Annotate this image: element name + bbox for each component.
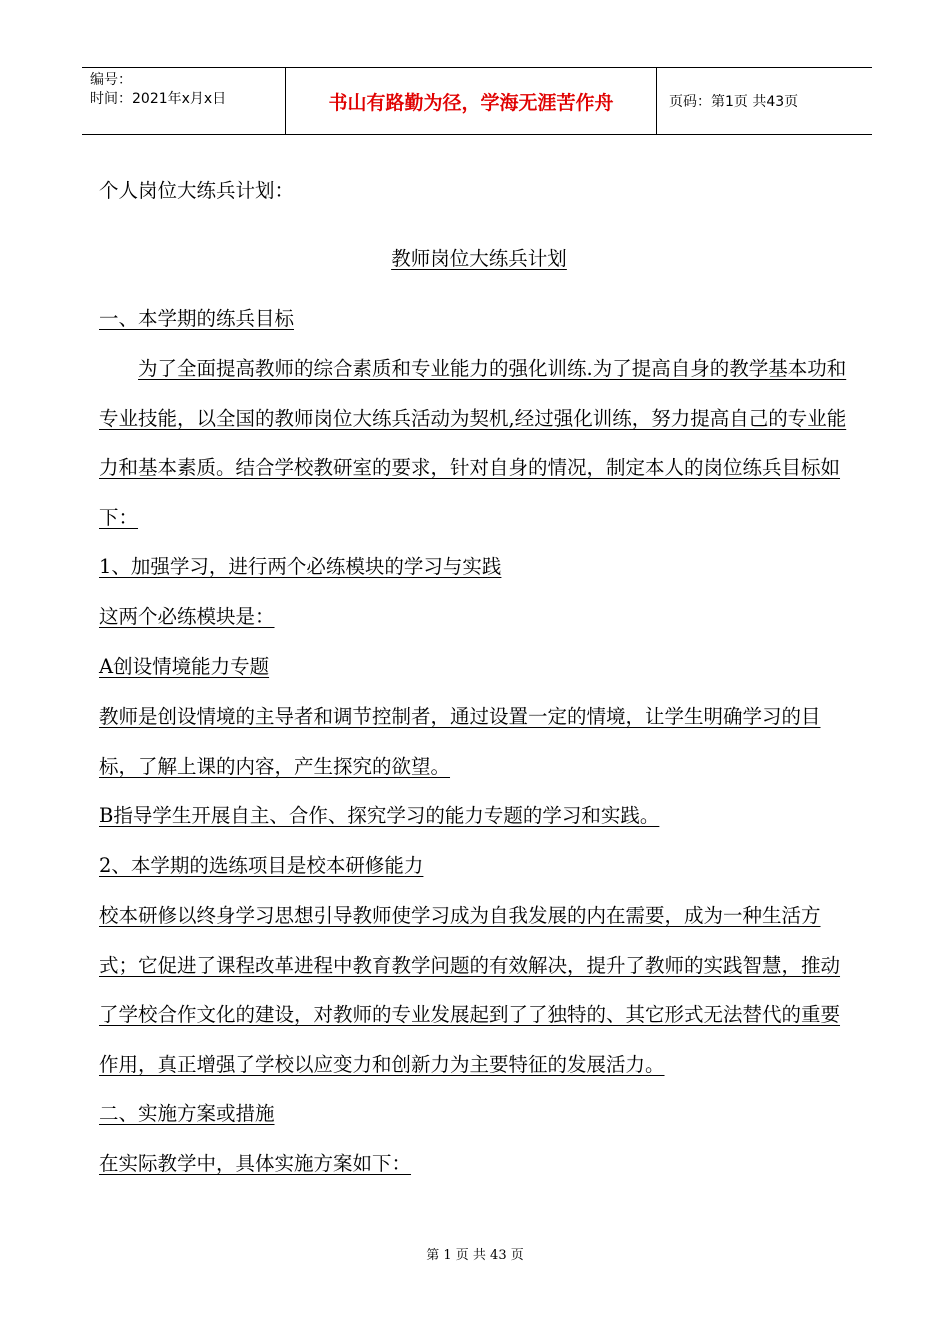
document-number: 编号： bbox=[90, 72, 132, 88]
paragraph-goals: 为了全面提高教师的综合素质和专业能力的强化训练.为了提高自身的教学基本功和专业技能，以全国的教师岗位大练兵活动为契机,经过强化训练，努力提高自己的专业能力和基本素质。结合学校教研室的要求，针对自身的情况，制定本人的岗位练兵目标如下： bbox=[99, 357, 847, 529]
document-body bbox=[99, 166, 859, 1189]
page-footer: 第 1 页 共 43 页 bbox=[426, 1248, 524, 1263]
header-meta bbox=[82, 68, 285, 134]
document-time: 时间：2021年x月x日 bbox=[90, 91, 227, 107]
paragraph-plan: 在实际教学中，具体实施方案如下： bbox=[99, 1152, 412, 1175]
item-1-heading: 1、加强学习，进行两个必练模块的学习与实践 bbox=[99, 555, 502, 578]
intro-heading: 个人岗位大练兵计划： bbox=[99, 179, 295, 202]
page-header bbox=[82, 67, 872, 135]
section-heading-2: 二、实施方案或措施 bbox=[99, 1102, 275, 1125]
header-page-number: 页码：第1页 共43页 bbox=[669, 94, 799, 110]
item-a-heading: A创设情境能力专题 bbox=[99, 655, 270, 678]
header-motto: 书山有路勤为径，学海无涯苦作舟 bbox=[285, 68, 657, 134]
item-b-heading: B指导学生开展自主、合作、探究学习的能力专题的学习和实践。 bbox=[99, 804, 660, 827]
document-title: 教师岗位大练兵计划 bbox=[391, 247, 567, 270]
item-2-heading: 2、本学期的选练项目是校本研修能力 bbox=[99, 854, 424, 877]
section-heading-1: 一、本学期的练兵目标 bbox=[99, 307, 295, 330]
paragraph-item-2: 校本研修以终身学习思想引导教师使学习成为自我发展的内在需要，成为一种生活方式；它促进了课程改革进程中教育教学问题的有效解决，提升了教师的实践智慧，推动了学校合作文化的建设，对教师的专业发展起到了了独特的、其它形式无法替代的重要作用，真正增强了学校以应变力和创新力为主要特征的发展活力。 bbox=[99, 904, 841, 1076]
item-1-sub: 这两个必练模块是： bbox=[99, 605, 275, 628]
paragraph-item-a: 教师是创设情境的主导者和调节控制者，通过设置一定的情境，让学生明确学习的目标，了解上课的内容，产生探究的欲望。 bbox=[99, 705, 821, 778]
